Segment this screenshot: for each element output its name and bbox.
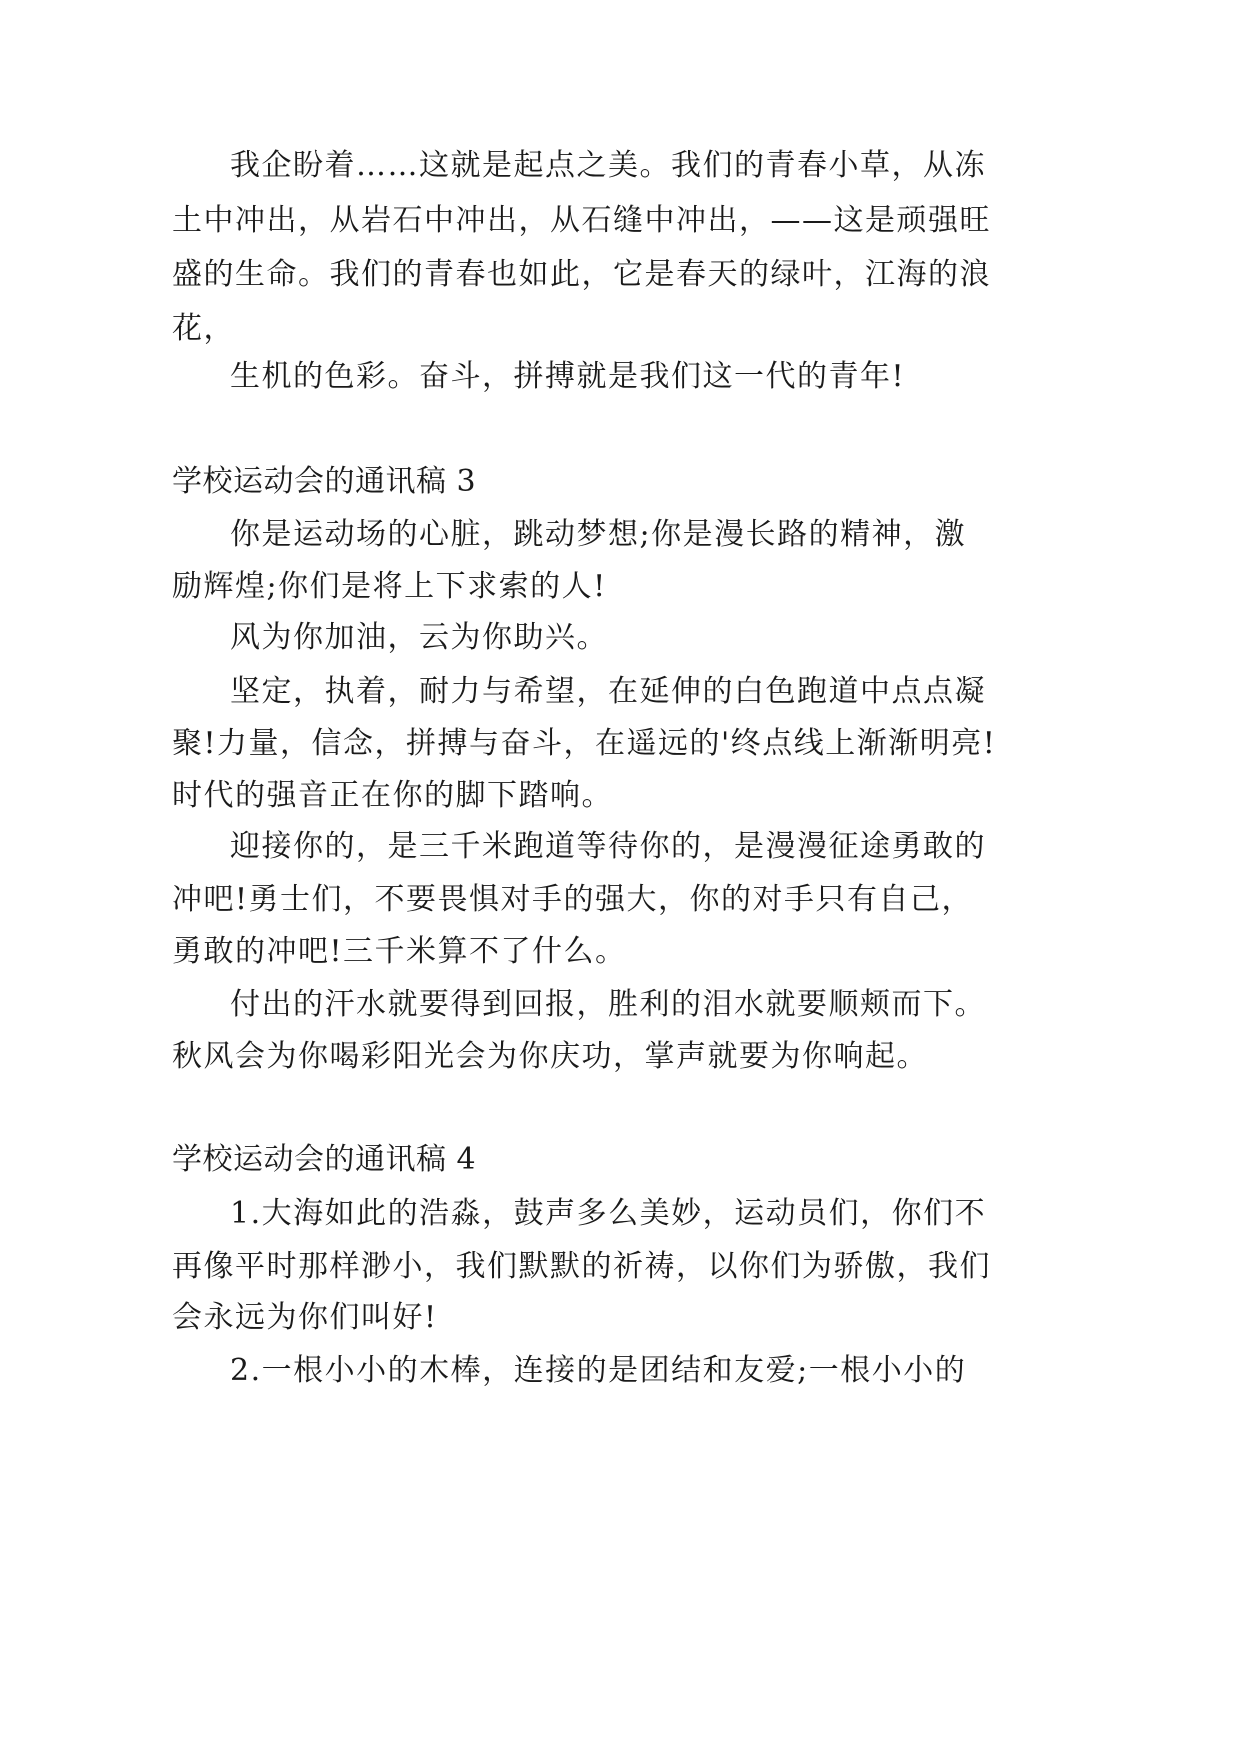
paragraph-line: 盛的生命。我们的青春也如此，它是春天的绿叶，江海的浪 [172, 257, 991, 292]
paragraph-line: 勇敢的冲吧!三千米算不了什么。 [172, 934, 627, 969]
paragraph-line: 冲吧!勇士们，不要畏惧对手的强大，你的对手只有自己， [172, 882, 974, 917]
paragraph-line: 时代的强音正在你的脚下踏响。 [172, 778, 613, 813]
paragraph-line: 花， [172, 311, 235, 346]
section-heading: 学校运动会的通讯稿 4 [172, 1142, 477, 1177]
paragraph-line: 土中冲出，从岩石中冲出，从石缝中冲出，——这是顽强旺 [172, 203, 991, 238]
paragraph-line: 我企盼着……这就是起点之美。我们的青春小草，从冻 [230, 148, 986, 183]
paragraph-line: 迎接你的，是三千米跑道等待你的，是漫漫征途勇敢的 [230, 829, 986, 864]
paragraph-line: 生机的色彩。奋斗，拼搏就是我们这一代的青年! [230, 359, 906, 394]
paragraph-line: 秋风会为你喝彩阳光会为你庆功，掌声就要为你响起。 [172, 1039, 928, 1074]
paragraph-line: 会永远为你们叫好! [172, 1300, 438, 1335]
paragraph-line: 2.一根小小的木棒，连接的是团结和友爱;一根小小的 [230, 1353, 967, 1388]
paragraph-line: 付出的汗水就要得到回报，胜利的泪水就要顺颊而下。 [230, 987, 986, 1022]
paragraph-line: 聚!力量，信念，拼搏与奋斗，在遥远的'终点线上渐渐明亮! [172, 726, 997, 761]
paragraph-line: 风为你加油，云为你助兴。 [230, 620, 608, 655]
paragraph-line: 再像平时那样渺小，我们默默的祈祷，以你们为骄傲，我们 [172, 1249, 991, 1284]
paragraph-line: 坚定，执着，耐力与希望，在延伸的白色跑道中点点凝 [230, 674, 986, 709]
paragraph-line: 励辉煌;你们是将上下求索的人! [172, 569, 607, 604]
paragraph-line: 1.大海如此的浩淼，鼓声多么美妙，运动员们，你们不 [230, 1196, 987, 1231]
section-heading: 学校运动会的通讯稿 3 [172, 464, 477, 499]
paragraph-line: 你是运动场的心脏，跳动梦想;你是漫长路的精神，激 [230, 517, 967, 552]
